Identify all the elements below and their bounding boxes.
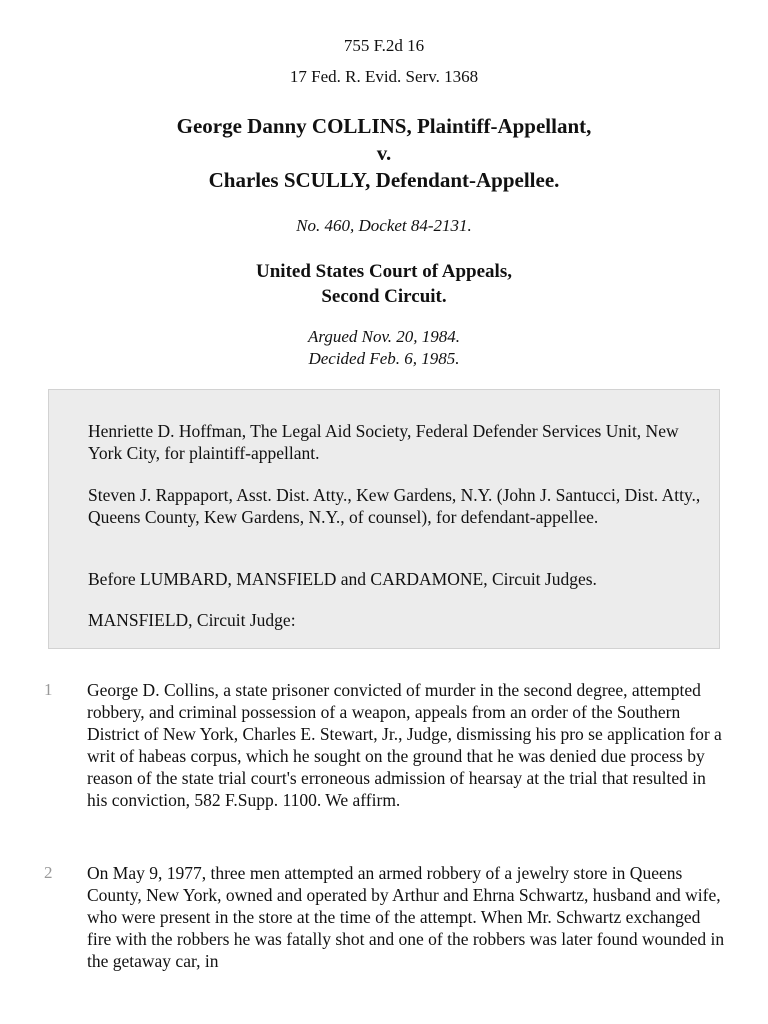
reporter-citation: 755 F.2d 16 (343, 36, 425, 55)
opinion-author: MANSFIELD, Circuit Judge: (88, 610, 296, 630)
decided-date: Decided Feb. 6, 1985. (308, 349, 460, 368)
argued-date: Argued Nov. 20, 1984. (307, 327, 461, 346)
docket-number: No. 460, Docket 84-2131. (296, 216, 472, 235)
case-caption (0, 113, 768, 194)
appellant-counsel: Henriette D. Hoffman, The Legal Aid Society, Federal Defender Services Unit, New York City, for plaintiff-appellant. (88, 421, 679, 463)
paragraph-text: On May 9, 1977, three men attempted an armed robbery of a jewelry store in Queens County, New York, owned and operated by Arthur and Ehrna Schwartz, husband and wife, who were present in the store at the time of the attempt. When Mr. Schwartz exchanged fire with the robbers he was fatally shot and one of the robbers was later found wounded in the getaway car, in (87, 863, 725, 971)
evidence-citation: 17 Fed. R. Evid. Serv. 1368 (289, 67, 479, 86)
paragraph-text: George D. Collins, a state prisoner convicted of murder in the second degree, attempted robbery, and criminal possession of a weapon, appeals from an order of the Southern District of New York, Charles E. Stewart, Jr., Judge, dismissing his pro se application for a writ of habeas corpus, which he sought on the ground that he was denied due process by reason of the state trial court's erroneous admission of hearsay at the trial that resulted in his conviction, 582 F.Supp. 1100. We affirm. (87, 680, 722, 810)
appellee-counsel: Steven J. Rappaport, Asst. Dist. Atty., Kew Gardens, N.Y. (John J. Santucci, Dist. Atty., Queens County, Kew Gardens, N.Y., of counsel), for defendant-appellee. (88, 485, 701, 527)
defendant-name: Charles SCULLY, Defendant-Appellee. (208, 168, 560, 192)
judge-panel: Before LUMBARD, MANSFIELD and CARDAMONE, Circuit Judges. (88, 569, 597, 589)
court-name (0, 259, 768, 309)
paragraph-number: 2 (44, 863, 53, 882)
case-dates (0, 326, 768, 370)
paragraph-number: 1 (44, 680, 53, 699)
plaintiff-name: George Danny COLLINS, Plaintiff-Appellant, (176, 114, 592, 138)
court-name-line1: United States Court of Appeals, (256, 261, 512, 282)
counsel-box (48, 389, 720, 649)
versus-label: v. (376, 141, 392, 165)
court-name-line2: Second Circuit. (321, 286, 447, 307)
